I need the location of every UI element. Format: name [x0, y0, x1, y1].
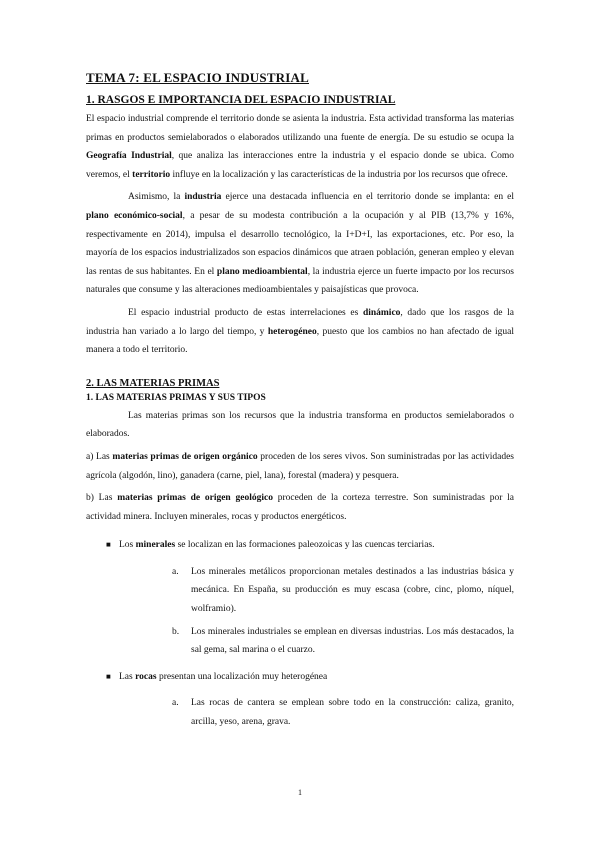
bold-term: Geografía Industrial — [86, 151, 172, 162]
text-run: influye en la localización y las características de la industria por los recursos que ofrece. — [170, 169, 508, 180]
list-text: Las rocas de cantera se emplean sobre todo en la construcción: caliza, granito, arcilla, yeso, arena, grava. — [191, 698, 514, 728]
document-title: TEMA 7: EL ESPACIO INDUSTRIAL — [86, 70, 309, 85]
text-run: presentan una localización muy heterogénea — [156, 671, 328, 682]
text-run: Los — [119, 540, 136, 551]
bold-term: materias primas de origen geológico — [117, 493, 273, 504]
list-marker: b. — [172, 626, 180, 637]
bold-term: materias primas de origen orgánico — [112, 451, 258, 462]
page-number: 1 — [298, 788, 302, 797]
bold-term: minerales — [135, 540, 176, 551]
list-text: Los minerales metálicos proporcionan metales destinados a las industrias básica y mecánica. En España, su producción es muy escasa (cobre, cinc, plomo, níquel, wolframio). — [191, 566, 514, 615]
section-1-heading: 1. RASGOS E IMPORTANCIA DEL ESPACIO INDUSTRIAL — [86, 94, 396, 106]
sub-list — [119, 563, 514, 660]
text-run: se localizan en las formaciones paleozoicas y las cuencas terciarias. — [175, 540, 435, 551]
bold-term: dinámico — [362, 307, 401, 318]
bold-term: heterogéneo — [267, 326, 317, 337]
text-run: , que analiza las interacciones entre la industria y el espacio donde se ubica. Como veremos, el — [86, 151, 514, 180]
section-2-heading: 2. LAS MATERIAS PRIMAS — [86, 377, 220, 389]
bold-term: plano medioambiental — [216, 266, 308, 277]
text-run: a) Las — [86, 451, 113, 462]
text-run: , a pesar de su modesta contribución a la ocupación y al PIB (13,7% y 16%, respectivamente en 2014), impulsa el desarrollo tecnológico, la I+D+I, las exportaciones, etc. Por eso, la mayoría de los espacios industrializados son espacios dinámicos que atraen población, generan empleo y elevan las rentas de sus habitantes. En el — [86, 210, 514, 277]
section-2-item-b — [86, 489, 514, 526]
list-text: Los minerales industriales se emplean en diversas industrias. Los más destacados, la sal gema, sal marina o el cuarzo. — [191, 626, 514, 656]
section-2-subheading: 1. LAS MATERIAS PRIMAS Y SUS TIPOS — [86, 392, 266, 403]
section-2-intro: Las materias primas son los recursos que la industria transforma en productos semielaborados o elaborados. — [86, 410, 514, 440]
bullet-icon: ■ — [106, 671, 111, 681]
text-run: Las — [119, 671, 136, 682]
text-run: ejerce una destacada influencia en el territorio donde se implanta: en el — [221, 192, 514, 203]
sub-list-item — [119, 563, 514, 619]
text-run: Asimismo, la — [128, 192, 185, 203]
bullet-icon: ■ — [106, 540, 111, 550]
document-body — [86, 70, 514, 740]
text-run: proceden de los seres vivos. Son suministradas por las actividades agrícola (algodón, lino), ganadera (carne, piel, lana), forestal (madera) y pesquera. — [86, 451, 515, 481]
bold-term: rocas — [135, 671, 157, 682]
spacer — [86, 364, 514, 378]
list-marker: a. — [172, 698, 179, 709]
bold-term: plano económico-social — [86, 210, 183, 221]
bullet-item-minerales — [86, 536, 514, 660]
section-1-paragraph-2 — [86, 188, 514, 300]
section-1-paragraph-3 — [86, 304, 514, 360]
sub-list-item — [119, 623, 514, 660]
sub-list — [119, 694, 514, 731]
text-run: proceden de la corteza terrestre. Son suministradas por la actividad minera. Incluyen minerales, rocas y productos energéticos. — [86, 493, 514, 522]
text-run: b) Las — [86, 493, 118, 504]
text-run: El espacio industrial comprende el territorio donde se asienta la industria. Esta actividad transforma las materias primas en productos semielaborados o elaborados utilizando una fuente de energía. De su estudio se ocupa la — [86, 114, 514, 143]
text-run: , puesto que los cambios no han afectado de igual manera a todo el territorio. — [86, 326, 514, 356]
text-run: , dado que los rasgos de la industria han variado a lo largo del tiempo, y — [86, 307, 514, 337]
bullet-item-rocas — [86, 668, 514, 732]
text-run: , la industria ejerce un fuerte impacto por los recursos naturales que consume y las alteraciones medioambientales y paisajísticas que provoca. — [86, 266, 514, 296]
list-marker: a. — [172, 566, 179, 577]
bullet-list — [86, 536, 514, 731]
bold-term: industria — [184, 192, 222, 203]
sub-list-item — [119, 694, 514, 731]
section-1-paragraph-1 — [86, 110, 514, 184]
bold-term: territorio — [132, 169, 171, 180]
section-2-item-a — [86, 448, 514, 485]
text-run: El espacio industrial producto de estas interrelaciones es — [128, 307, 363, 318]
